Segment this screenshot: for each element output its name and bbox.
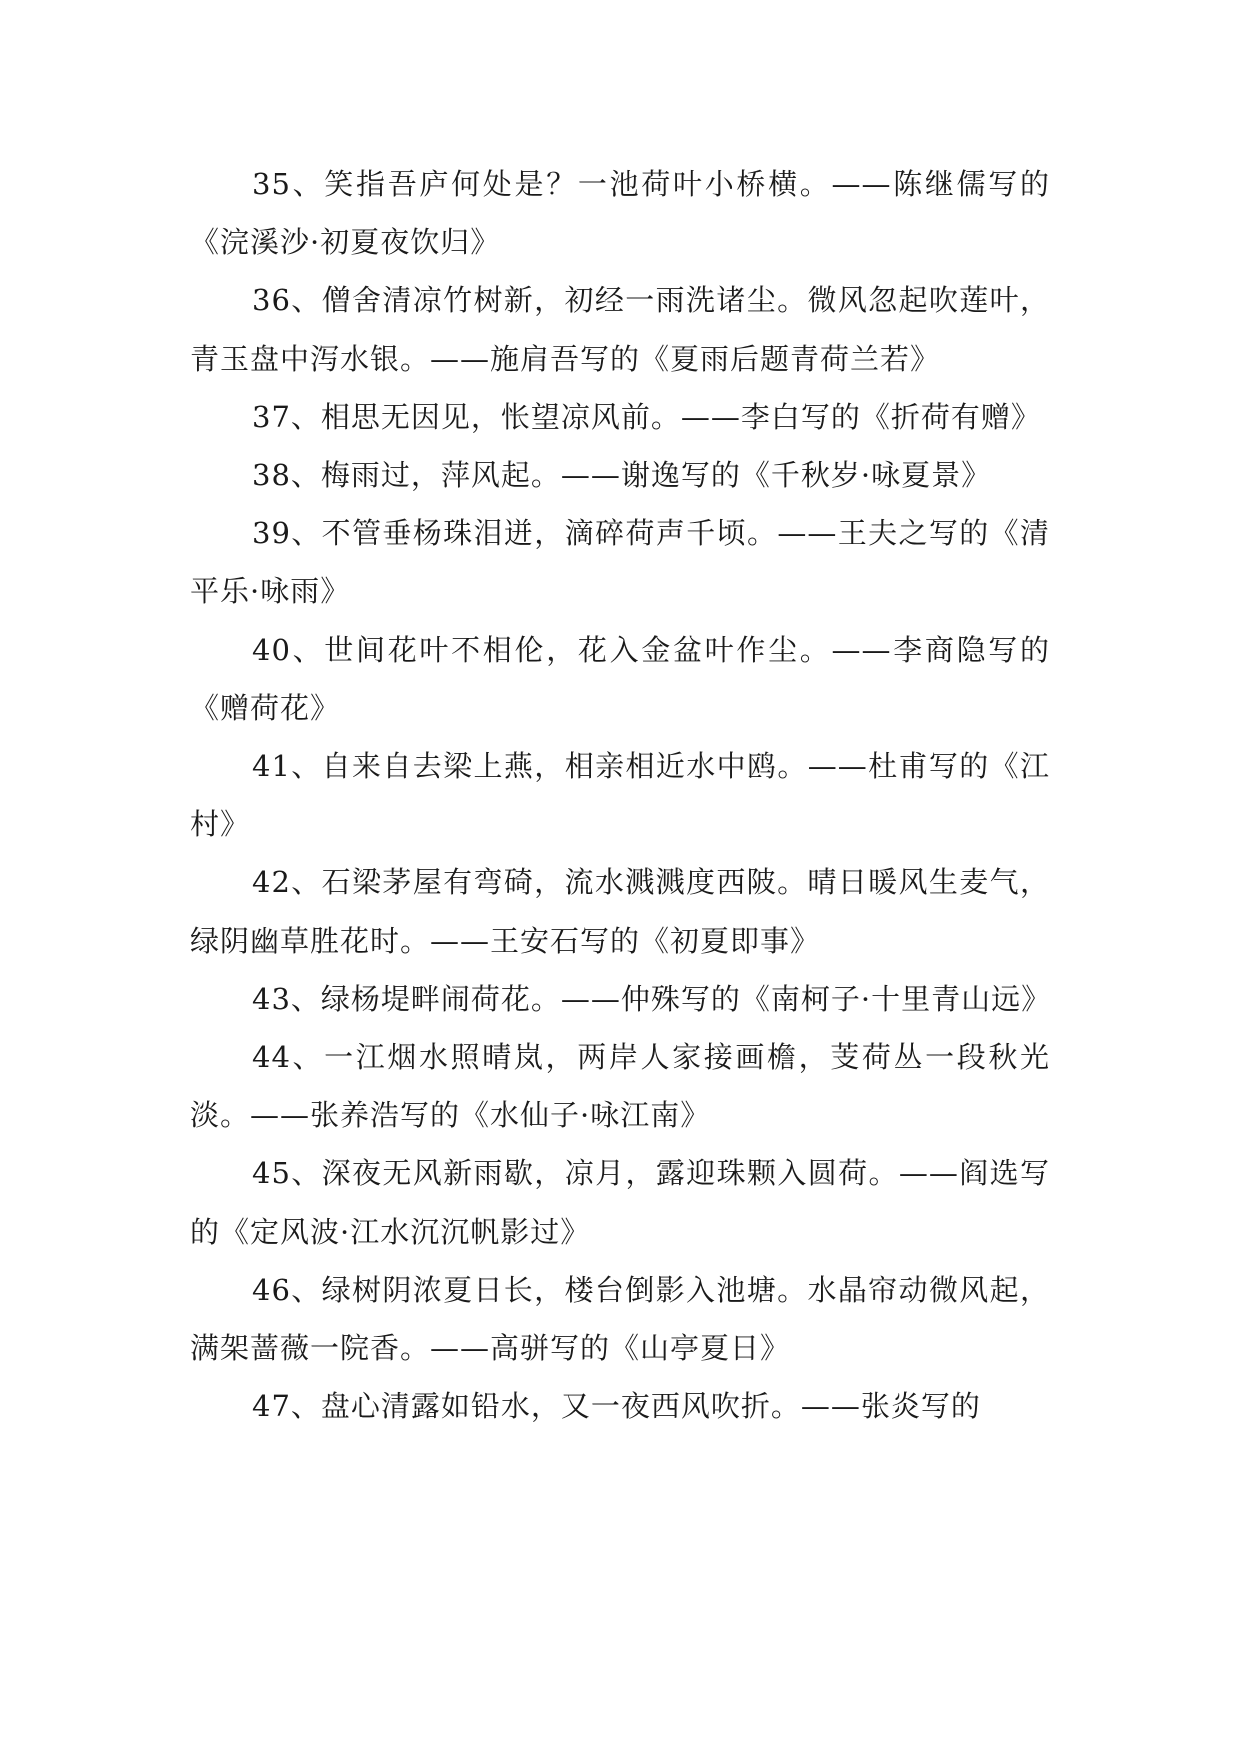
poem-paragraph-44: 44、一江烟水照晴岚，两岸人家接画檐，芰荷丛一段秋光淡。——张养浩写的《水仙子·咏江南》 <box>190 1040 1050 1133</box>
poem-paragraph-46: 46、绿树阴浓夏日长，楼台倒影入池塘。水晶帘动微风起，满架蔷薇一院香。——高骈写的《山亭夏日》 <box>190 1272 1050 1366</box>
poem-paragraph-37: 37、相思无因见，怅望凉风前。——李白写的《折荷有赠》 <box>252 399 1041 434</box>
poem-paragraph-41: 41、自来自去梁上燕，相亲相近水中鸥。——杜甫写的《江村》 <box>190 749 1050 842</box>
poem-paragraph-43: 43、绿杨堤畔闹荷花。——仲殊写的《南柯子·十里青山远》 <box>252 981 1052 1016</box>
poem-paragraph-39: 39、不管垂杨珠泪迸，滴碎荷声千顷。——王夫之写的《清平乐·咏雨》 <box>190 516 1050 609</box>
poem-paragraph-38: 38、梅雨过，萍风起。——谢逸写的《千秋岁·咏夏景》 <box>252 458 992 493</box>
poem-paragraph-35: 35、笑指吾庐何处是？一池荷叶小桥横。——陈继儒写的《浣溪沙·初夏夜饮归》 <box>190 167 1050 260</box>
poem-paragraph-42: 42、石梁茅屋有弯碕，流水溅溅度西陂。晴日暖风生麦气，绿阴幽草胜花时。——王安石写的《初夏即事》 <box>190 865 1050 958</box>
poem-paragraph-40: 40、世间花叶不相伦，花入金盆叶作尘。——李商隐写的《赠荷花》 <box>190 632 1050 725</box>
poem-paragraph-45: 45、深夜无风新雨歇，凉月，露迎珠颗入圆荷。——阎选写的《定风波·江水沉沉帆影过》 <box>190 1156 1050 1249</box>
poem-paragraph-47: 47、盘心清露如铅水，又一夜西风吹折。——张炎写的 <box>252 1389 981 1424</box>
poem-paragraph-36: 36、僧舍清凉竹树新，初经一雨洗诸尘。微风忽起吹莲叶，青玉盘中泻水银。——施肩吾写的《夏雨后题青荷兰若》 <box>190 283 1050 376</box>
document-body <box>190 155 1050 1435</box>
